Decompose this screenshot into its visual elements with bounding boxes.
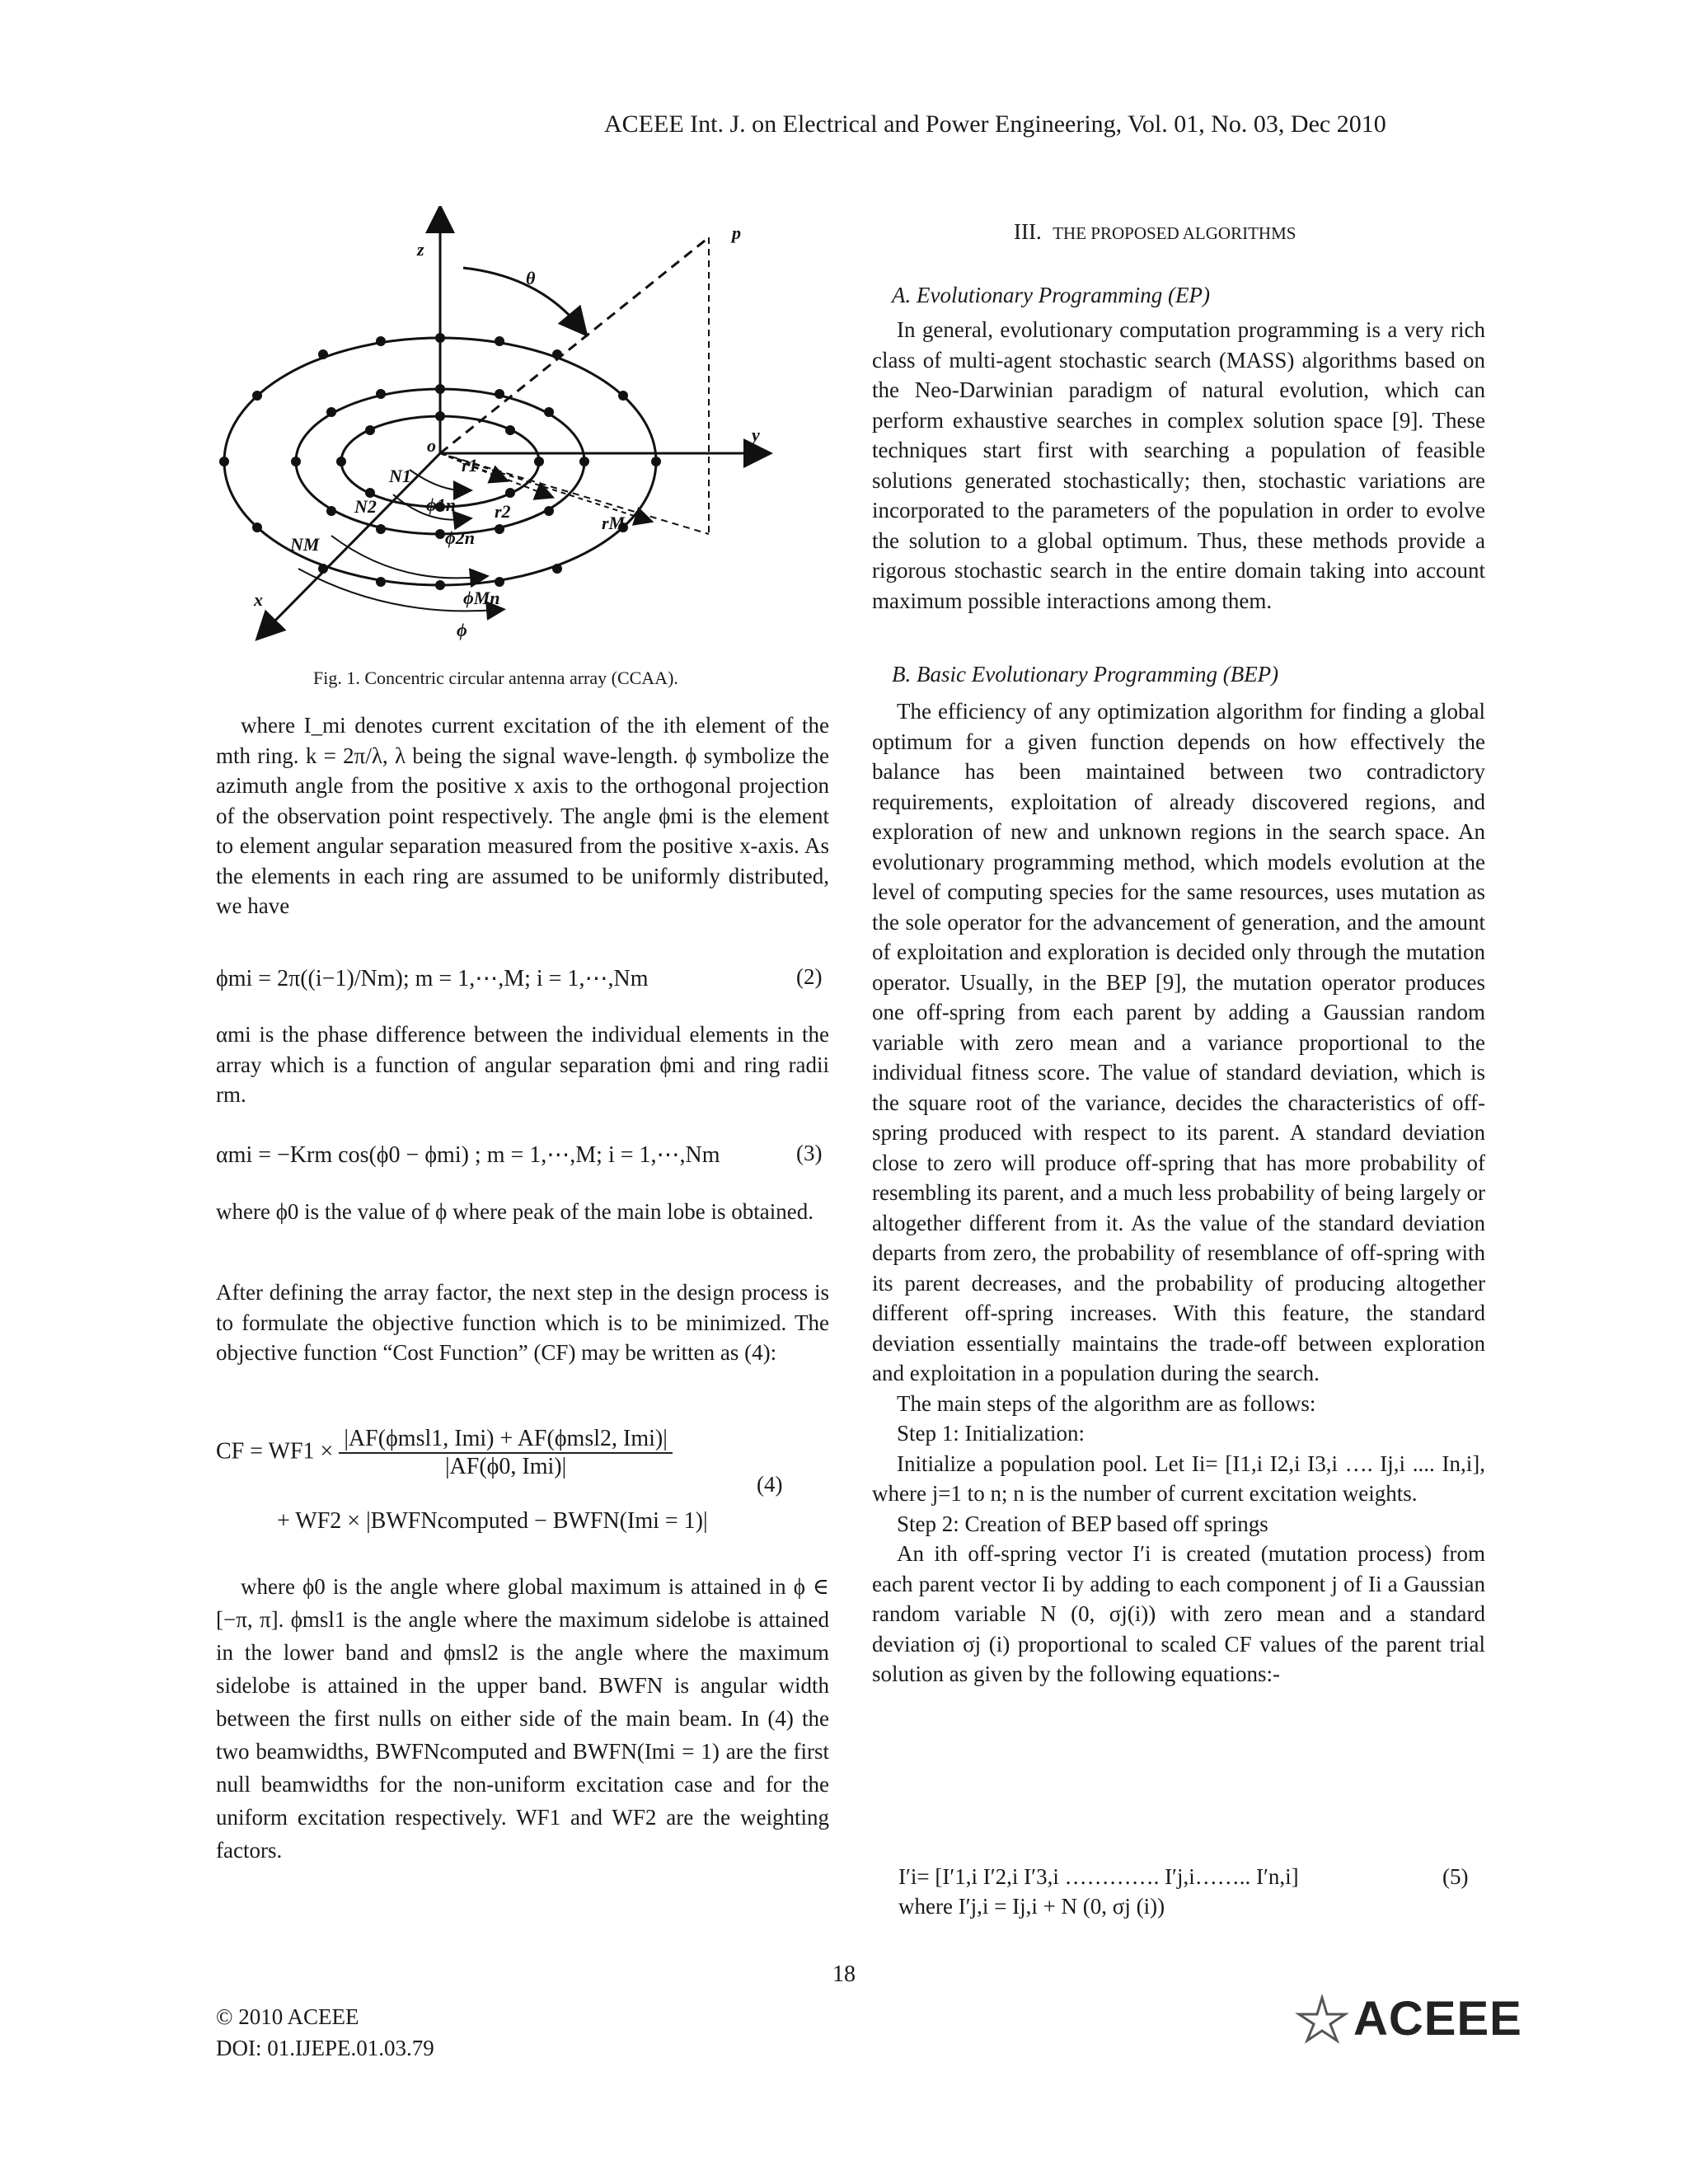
- projection-base: [440, 453, 709, 534]
- right-para-a: In general, evolutionary computation programming is a very rich class of multi-agent stochastic search (MASS) algorithms based on the Neo-Darwinian paradigm of natural evolution, which can perform exhaustive searches in complex solution space [9]. These techniques start first with searching a population of feasible solutions generated stochastically; then, stochastic variations are incorporated to the parameters of the population in order to evolve the solution to a global optimum. Thus, these methods provide a rigorous stochastic search in the entire domain taking into account maximum possible interactions among them.: [872, 317, 1485, 613]
- left-para-1: where I_mi denotes current excitation of the ith element of the mth ring. k = 2π/λ, λ being the signal wave-length. ϕ symbolize the azimuth angle from the positive x axis to the orthogonal projection of the observation point respectively. The angle ϕmi is the element to element angular separation measured from the positive x-axis. As the elements in each ring are assumed to be uniformly distributed, we have: [216, 713, 829, 918]
- svg-text:r2: r2: [495, 501, 511, 522]
- svg-text:x: x: [254, 589, 263, 610]
- svg-text:ϕ1n: ϕ1n: [426, 494, 456, 515]
- aceee-logo: ACEEE: [1294, 1991, 1522, 2046]
- equation-5-number: (5): [1442, 1864, 1469, 1889]
- ccaa-figure: [216, 206, 793, 651]
- svg-text:y: y: [752, 424, 760, 445]
- svg-text:rM: rM: [602, 513, 626, 533]
- star-icon: [1294, 1994, 1350, 2044]
- subsection-b: B. Basic Evolutionary Programming (BEP): [892, 662, 1279, 687]
- svg-text:ϕ2n: ϕ2n: [445, 527, 475, 548]
- svg-text:r1: r1: [462, 455, 478, 476]
- right-para-b: The efficiency of any optimization algorithm for finding a global optimum for a given function depends on how effectively the balance has been maintained between two contradictory requirements, exploitation of already discovered regions, and exploration of new and unknown regions in the search space. An evolutionary programming method, which models evolution at the level of computing species for the same resources, uses mutation as the sole operator for the advancement of generation, and the amount of exploitation and exploration is decided only through the mutation operator. Usually, in the BEP [9], the mutation operator produces one off-spring from each parent by adding a Gaussian random variable with zero mean and a variance proportional to the individual fitness score. The value of standard deviation, which is the square root of the variance, decides the characteristics of off-spring produced with respect to its parent. A standard deviation close to zero will produce off-spring that has more probability of resembling its parent, and a much less probability of being largely or altogether different from it. As the value of the standard deviation departs from zero, the probability of resemblance of off-spring with its parent decreases, and the probability of producing altogether different off-spring increases. With this feature, the standard deviation essentially maintains the trade-off between exploration and exploitation in a population during the search. The main steps of the algorithm are as follows: Step 1: Initialization: Initialize a population pool. Let Ii= [I1,i I2,i I3,i …. Ij,i .... In,i], where j=1 to n; n is the number of current excitation weights. Step 2: Creation of BEP based off springs An ith off-spring vector I′i is created (mutation process) from each parent vector Ii by adding to each component j of Ii a Gaussian random variable N (0, σj(i)) with zero mean and a standard deviation σj (i) proportional to scaled CF values of the parent trial solution as given by the following equations:-: [872, 699, 1485, 1686]
- left-para-3: where ϕ0 is the value of ϕ where peak of the main lobe is obtained.: [216, 1199, 814, 1224]
- equation-4-number: (4): [757, 1472, 783, 1497]
- running-header: ACEEE Int. J. on Electrical and Power Engineering, Vol. 01, No. 03, Dec 2010: [604, 110, 1386, 138]
- page-number: 18: [832, 1961, 856, 1987]
- svg-text:ϕMn: ϕMn: [463, 588, 500, 608]
- svg-text:o: o: [427, 435, 436, 456]
- equation-3: αmi = −Krm cos(ϕ0 − ϕmi) ; m = 1,⋯,M; i = 1,⋯,Nm: [216, 1142, 720, 1168]
- subsection-a: A. Evolutionary Programming (EP): [892, 283, 1210, 307]
- equation-4: CF = WF1 × $\frac{\text{|AF(ϕmsl1, Imi) + AF(ϕmsl2, Imi)|}}{\text{|AF(ϕ0, Imi)|}}$: [216, 1426, 673, 1480]
- svg-text:p: p: [732, 223, 741, 243]
- equation-5: I′i= [I′1,i I′2,i I′3,i …………. I′j,i…….. I′n,i]: [898, 1864, 1299, 1889]
- left-para-2: αmi is the phase difference between the individual elements in the array which is a function of angular separation ϕmi and ring radii rm.: [216, 1022, 829, 1107]
- copyright: © 2010 ACEEE: [216, 2004, 359, 2029]
- figure-caption: Fig. 1. Concentric circular antenna array (CCAA).: [313, 668, 678, 688]
- left-para-4: After defining the array factor, the next step in the design process is to formulate the objective function which is to be minimized. The objective function “Cost Function” (CF) may be written as (4):: [216, 1280, 829, 1365]
- left-para-5: where ϕ0 is the angle where global maximum is attained in ϕ ∈ [−π, π]. ϕmsl1 is the angle where the maximum sidelobe is attained in the lower band and ϕmsl2 is the angle where the maximum sidelobe is attained in the upper band. BWFN is angular width between the first nulls on either side of the main beam. In (4) the two beamwidths, BWFNcomputed and BWFN(Imi = 1) are the first null beamwidths for the non-uniform excitation case and for the uniform excitation respectively. WF1 and WF2 are the weighting factors.: [216, 1574, 829, 1863]
- equation-5-where: where I′j,i = Ij,i + N (0, σj (i)): [898, 1894, 1165, 1919]
- svg-text:N2: N2: [354, 496, 377, 517]
- equation-2-number: (2): [796, 964, 823, 989]
- svg-text:z: z: [417, 239, 424, 260]
- svg-text:N1: N1: [389, 466, 411, 486]
- svg-text:ϕ: ϕ: [457, 620, 467, 640]
- equation-4-line2: + WF2 × |BWFNcomputed − BWFN(Imi = 1)|: [277, 1508, 708, 1534]
- svg-text:NM: NM: [290, 534, 320, 555]
- doi: DOI: 01.IJEPE.01.03.79: [216, 2036, 434, 2060]
- section-heading: III. THE PROPOSED ALGORITHMS: [1014, 219, 1296, 244]
- equation-3-number: (3): [796, 1141, 823, 1165]
- svg-text:θ: θ: [526, 268, 536, 288]
- equation-2: ϕmi = 2π((i−1)/Nm); m = 1,⋯,M; i = 1,⋯,Nm: [216, 966, 649, 991]
